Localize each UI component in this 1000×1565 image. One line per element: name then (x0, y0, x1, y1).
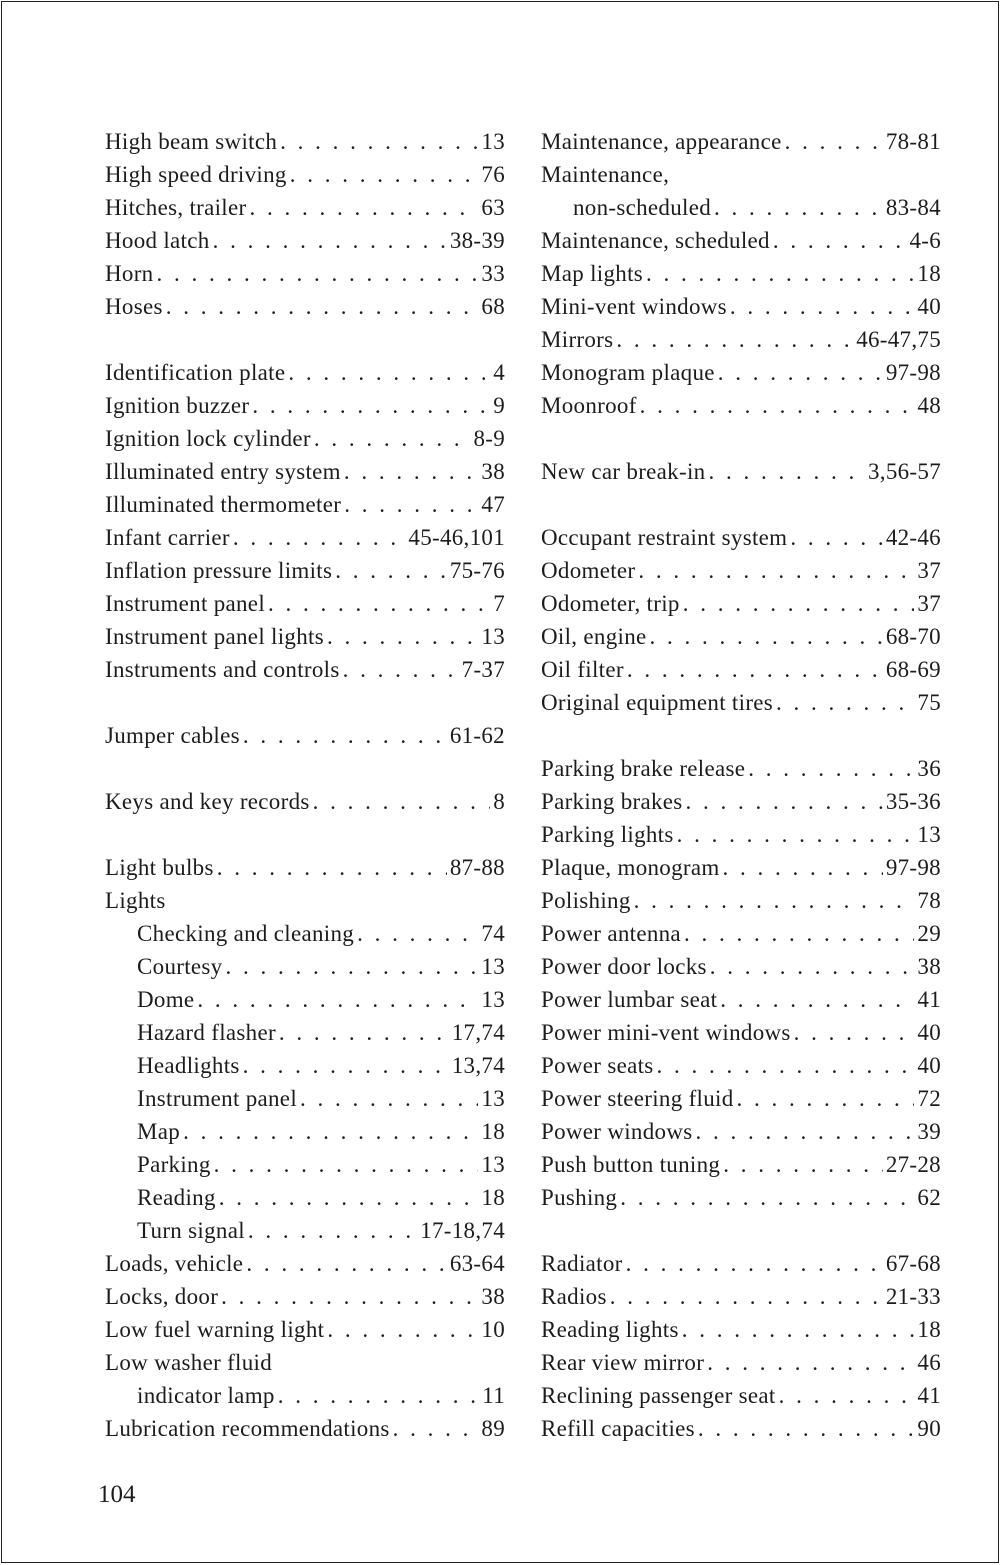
dot-leader (243, 723, 447, 749)
index-term: Hood latch (105, 228, 210, 253)
index-entry (105, 558, 505, 591)
index-term: Power windows (541, 1119, 693, 1144)
dot-leader (357, 921, 478, 947)
index-term: Instrument panel lights (105, 624, 324, 649)
index-entry (105, 1317, 505, 1350)
index-term: Oil, engine (541, 624, 647, 649)
index-entry (541, 1119, 941, 1152)
dot-leader (708, 459, 865, 485)
index-entry (105, 987, 505, 1020)
index-entry (541, 1284, 941, 1317)
index-page-ref: 72 (917, 1086, 941, 1111)
dot-leader (723, 855, 883, 881)
index-term: Rear view mirror (541, 1350, 705, 1375)
index-entry (105, 261, 505, 294)
index-entry (105, 789, 505, 822)
index-term: High beam switch (105, 129, 278, 154)
dot-leader (776, 690, 914, 716)
index-page-ref: 36 (917, 756, 941, 781)
index-entry (541, 459, 941, 492)
index-term: Polishing (541, 888, 631, 913)
index-entry (541, 789, 941, 822)
index-term: Illuminated thermometer (105, 492, 342, 517)
index-term: Dome (137, 987, 195, 1012)
index-entry (541, 921, 941, 954)
index-term: Loads, vehicle (105, 1251, 244, 1276)
section-gap (105, 690, 505, 723)
dot-leader (627, 657, 883, 683)
index-entry (105, 954, 505, 987)
index-entry (541, 855, 941, 888)
index-entry (541, 195, 941, 228)
index-term: Moonroof (541, 393, 637, 418)
index-entry (105, 162, 505, 195)
dot-leader (779, 1383, 915, 1409)
index-page-ref: 46-47,75 (856, 327, 941, 352)
dot-leader (288, 360, 490, 386)
dot-leader (314, 426, 471, 452)
index-page-ref: 17-18,74 (420, 1218, 505, 1243)
index-page-ref: 4 (493, 360, 505, 385)
index-entry (541, 129, 941, 162)
index-page-ref: 7 (493, 591, 505, 616)
index-page-ref: 8 (493, 789, 505, 814)
dot-leader (638, 558, 914, 584)
dot-leader (213, 228, 447, 254)
index-page-ref: 67-68 (885, 1251, 941, 1276)
index-term: Courtesy (137, 954, 223, 979)
index-page-ref: 17,74 (451, 1020, 505, 1045)
index-entry (105, 1251, 505, 1284)
index-page-ref: 7-37 (461, 657, 505, 682)
dot-leader (620, 1185, 914, 1211)
index-term: Radiator (541, 1251, 623, 1276)
index-entry (105, 1284, 505, 1317)
index-term: Headlights (137, 1053, 240, 1078)
index-entry (541, 1185, 941, 1218)
index-term: New car break-in (541, 459, 706, 484)
index-page-ref: 90 (917, 1416, 941, 1441)
index-page-ref: 33 (481, 261, 505, 286)
index-entry (541, 822, 941, 855)
index-term: Reading lights (541, 1317, 679, 1342)
dot-leader (327, 624, 478, 650)
index-page-ref: 4-6 (909, 228, 941, 253)
index-page-ref: 63-64 (449, 1251, 505, 1276)
index-page-ref: 13 (481, 129, 505, 154)
dot-leader (393, 1416, 479, 1442)
dot-leader (246, 1251, 447, 1277)
index-page-ref: 13 (481, 1152, 505, 1177)
index-entry (105, 492, 505, 525)
index-term: Hazard flasher (137, 1020, 276, 1045)
index-page-ref: 40 (917, 1053, 941, 1078)
index-entry (105, 1416, 505, 1449)
index-page-ref: 13 (481, 624, 505, 649)
index-term: Infant carrier (105, 525, 230, 550)
index-entry (105, 459, 505, 492)
index-page-ref: 3,56-57 (867, 459, 941, 484)
index-term: Light bulbs (105, 855, 214, 880)
index-page-ref: 35-36 (885, 789, 941, 814)
index-term: Mirrors (541, 327, 614, 352)
index-page-ref: 40 (917, 294, 941, 319)
dot-leader (723, 1152, 883, 1178)
section-gap (105, 756, 505, 789)
index-entry (105, 657, 505, 690)
dot-leader (290, 162, 479, 188)
index-page-ref: 63 (481, 195, 505, 220)
section-gap (541, 492, 941, 525)
index-page-ref: 13 (917, 822, 941, 847)
index-entry (105, 1020, 505, 1053)
dot-leader (252, 393, 490, 419)
index-entry (541, 1317, 941, 1350)
index-entry (541, 888, 941, 921)
index-page-ref: 76 (481, 162, 505, 187)
dot-leader (646, 261, 914, 287)
index-entry (105, 228, 505, 261)
index-page-ref: 68 (481, 294, 505, 319)
index-page-ref: 47 (481, 492, 505, 517)
index-page-ref: 89 (481, 1416, 505, 1441)
index-page-ref: 42-46 (885, 525, 941, 550)
index-entry (541, 162, 941, 195)
index-page-ref: 37 (917, 591, 941, 616)
index-entry (541, 1416, 941, 1449)
index-term: Parking brakes (541, 789, 683, 814)
index-page-ref: 74 (481, 921, 505, 946)
index-term: Horn (105, 261, 154, 286)
index-entry (105, 921, 505, 954)
dot-leader (219, 1185, 479, 1211)
index-entry (541, 1383, 941, 1416)
index-entry (541, 1350, 941, 1383)
index-page-ref: 13 (481, 1086, 505, 1111)
index-term: Low washer fluid (105, 1350, 273, 1375)
index-page-ref: 8-9 (473, 426, 505, 451)
index-term: Ignition buzzer (105, 393, 250, 418)
index-entry (541, 228, 941, 261)
index-column-right (541, 129, 941, 1449)
index-entry (105, 1053, 505, 1086)
dot-leader (682, 1317, 915, 1343)
index-entry (105, 1185, 505, 1218)
index-entry (105, 525, 505, 558)
index-entry (541, 1053, 941, 1086)
dot-leader (748, 756, 914, 782)
dot-leader (156, 261, 478, 287)
index-page-ref: 11 (482, 1383, 505, 1408)
dot-leader (183, 1119, 478, 1145)
index-term: Odometer (541, 558, 636, 583)
index-page-ref: 13,74 (451, 1053, 505, 1078)
index-entry (105, 1086, 505, 1119)
dot-leader (280, 129, 478, 155)
dot-leader (626, 1251, 883, 1277)
index-term: Plaque, monogram (541, 855, 720, 880)
index-page-ref: 97-98 (885, 855, 941, 880)
index-term: Jumper cables (105, 723, 240, 748)
index-entry (541, 690, 941, 723)
dot-leader (197, 987, 478, 1013)
index-term: indicator lamp (137, 1383, 275, 1408)
index-term: Maintenance, scheduled (541, 228, 770, 253)
index-term: Reading (137, 1185, 216, 1210)
index-entry (105, 723, 505, 756)
index-page-ref: 75 (917, 690, 941, 715)
index-term: Pushing (541, 1185, 618, 1210)
index-term: Identification plate (105, 360, 286, 385)
index-term: Power steering fluid (541, 1086, 734, 1111)
index-page-ref: 21-33 (885, 1284, 941, 1309)
index-entry (105, 624, 505, 657)
dot-leader (710, 954, 915, 980)
index-entry (541, 987, 941, 1020)
index-entry (541, 591, 941, 624)
index-term: High speed driving (105, 162, 287, 187)
index-entry (105, 855, 505, 888)
index-page-ref: 38 (481, 459, 505, 484)
index-page-ref: 13 (481, 954, 505, 979)
dot-leader (720, 987, 914, 1013)
index-term: Refill capacities (541, 1416, 695, 1441)
index-column-left (105, 129, 505, 1449)
index-term: Illuminated entry system (105, 459, 341, 484)
dot-leader (640, 393, 915, 419)
index-page-ref: 29 (917, 921, 941, 946)
dot-leader (686, 789, 883, 815)
index-entry (105, 294, 505, 327)
dot-leader (249, 195, 478, 221)
dot-leader (217, 855, 447, 881)
dot-leader (214, 1152, 479, 1178)
dot-leader (657, 1053, 915, 1079)
index-page-ref: 13 (481, 987, 505, 1012)
index-entry (541, 657, 941, 690)
index-term: Parking lights (541, 822, 674, 847)
index-entry (105, 1383, 505, 1416)
index-page-ref: 83-84 (885, 195, 941, 220)
index-entry (105, 426, 505, 459)
index-term: Original equipment tires (541, 690, 774, 715)
dot-leader (268, 591, 490, 617)
dot-leader (677, 822, 915, 848)
dot-leader (707, 1350, 914, 1376)
index-entry (105, 360, 505, 393)
index-page-ref: 61-62 (449, 723, 505, 748)
index-term: Parking brake release (541, 756, 746, 781)
index-page-ref: 38 (481, 1284, 505, 1309)
index-term: Monogram plaque (541, 360, 715, 385)
index-page-ref: 18 (481, 1185, 505, 1210)
index-term: Mini-vent windows (541, 294, 727, 319)
index-entry (541, 1086, 941, 1119)
index-page-ref: 40 (917, 1020, 941, 1045)
dot-leader (785, 129, 883, 155)
index-term: Turn signal (137, 1218, 245, 1243)
index-page-ref: 39 (917, 1119, 941, 1144)
index-page-ref: 38-39 (449, 228, 505, 253)
dot-leader (698, 1416, 914, 1442)
index-page-ref: 18 (917, 1317, 941, 1342)
dot-leader (327, 1317, 478, 1343)
index-term: Power antenna (541, 921, 681, 946)
dot-leader (634, 888, 915, 914)
index-term: Push button tuning (541, 1152, 721, 1177)
dot-leader (344, 459, 479, 485)
index-page (1, 1, 999, 1563)
dot-leader (278, 1383, 480, 1409)
index-page-ref: 46 (917, 1350, 941, 1375)
index-page-ref: 78 (917, 888, 941, 913)
index-entry (105, 1218, 505, 1251)
index-page-ref: 78-81 (885, 129, 941, 154)
dot-leader (616, 327, 853, 353)
index-term: Odometer, trip (541, 591, 680, 616)
dot-leader (695, 1119, 914, 1145)
index-entry (541, 327, 941, 360)
dot-leader (344, 492, 478, 518)
index-entry (105, 888, 505, 921)
index-entry (541, 294, 941, 327)
index-entry (541, 1251, 941, 1284)
index-entry (541, 360, 941, 393)
dot-leader (737, 1086, 915, 1112)
page-number: 104 (98, 1481, 136, 1508)
index-term: Lubrication recommendations (105, 1416, 390, 1441)
dot-leader (610, 1284, 883, 1310)
index-term: Maintenance, (541, 162, 670, 187)
index-term: Instrument panel (137, 1086, 298, 1111)
dot-leader (790, 525, 882, 551)
index-entry (541, 1152, 941, 1185)
index-entry (541, 756, 941, 789)
dot-leader (683, 591, 915, 617)
dot-leader (684, 921, 914, 947)
index-page-ref: 68-70 (885, 624, 941, 649)
dot-leader (243, 1053, 449, 1079)
index-page-ref: 9 (493, 393, 505, 418)
index-page-ref: 97-98 (885, 360, 941, 385)
index-entry (541, 954, 941, 987)
index-entry (105, 1350, 505, 1383)
index-entry (105, 195, 505, 228)
dot-leader (335, 558, 447, 584)
dot-leader (773, 228, 907, 254)
index-entry (105, 591, 505, 624)
index-term: Keys and key records (105, 789, 310, 814)
index-entry (541, 393, 941, 426)
index-term: Oil filter (541, 657, 624, 682)
index-page-ref: 41 (917, 1383, 941, 1408)
index-term: Low fuel warning light (105, 1317, 325, 1342)
dot-leader (718, 360, 883, 386)
dot-leader (279, 1020, 449, 1046)
index-term: Map (137, 1119, 181, 1144)
index-term: Maintenance, appearance (541, 129, 782, 154)
index-term: Lights (105, 888, 166, 913)
index-page-ref: 68-69 (885, 657, 941, 682)
dot-leader (343, 657, 459, 683)
index-term: non-scheduled (573, 195, 712, 220)
index-page-ref: 37 (917, 558, 941, 583)
index-entry (541, 558, 941, 591)
dot-leader (650, 624, 883, 650)
index-term: Instrument panel (105, 591, 266, 616)
index-term: Instruments and controls (105, 657, 340, 682)
index-entry (541, 1020, 941, 1053)
index-entry (541, 525, 941, 558)
index-page-ref: 18 (481, 1119, 505, 1144)
index-page-ref: 18 (917, 261, 941, 286)
index-term: Locks, door (105, 1284, 219, 1309)
index-term: Map lights (541, 261, 644, 286)
index-term: Inflation pressure limits (105, 558, 333, 583)
dot-leader (794, 1020, 915, 1046)
index-page-ref: 62 (917, 1185, 941, 1210)
index-entry (541, 261, 941, 294)
index-term: Power lumbar seat (541, 987, 718, 1012)
section-gap (541, 426, 941, 459)
section-gap (105, 327, 505, 360)
index-page-ref: 87-88 (449, 855, 505, 880)
dot-leader (714, 195, 883, 221)
index-term: Ignition lock cylinder (105, 426, 311, 451)
section-gap (105, 822, 505, 855)
dot-leader (225, 954, 478, 980)
index-term: Radios (541, 1284, 607, 1309)
index-term: Parking (137, 1152, 211, 1177)
index-page-ref: 75-76 (449, 558, 505, 583)
index-term: Reclining passenger seat (541, 1383, 776, 1408)
dot-leader (248, 1218, 417, 1244)
dot-leader (313, 789, 491, 815)
index-entry (105, 1119, 505, 1152)
index-page-ref: 38 (917, 954, 941, 979)
dot-leader (300, 1086, 478, 1112)
dot-leader (221, 1284, 478, 1310)
dot-leader (166, 294, 479, 320)
index-term: Occupant restraint system (541, 525, 788, 550)
index-term: Checking and cleaning (137, 921, 355, 946)
index-page-ref: 10 (481, 1317, 505, 1342)
index-term: Power seats (541, 1053, 654, 1078)
dot-leader (233, 525, 406, 551)
index-term: Hoses (105, 294, 163, 319)
section-gap (541, 1218, 941, 1251)
index-entry (105, 393, 505, 426)
index-page-ref: 48 (917, 393, 941, 418)
index-entry (541, 624, 941, 657)
dot-leader (730, 294, 914, 320)
index-entry (105, 129, 505, 162)
index-term: Power mini-vent windows (541, 1020, 791, 1045)
index-entry (105, 1152, 505, 1185)
index-term: Hitches, trailer (105, 195, 247, 220)
index-page-ref: 45-46,101 (408, 525, 505, 550)
index-page-ref: 27-28 (885, 1152, 941, 1177)
index-page-ref: 41 (917, 987, 941, 1012)
section-gap (541, 723, 941, 756)
index-term: Power door locks (541, 954, 707, 979)
